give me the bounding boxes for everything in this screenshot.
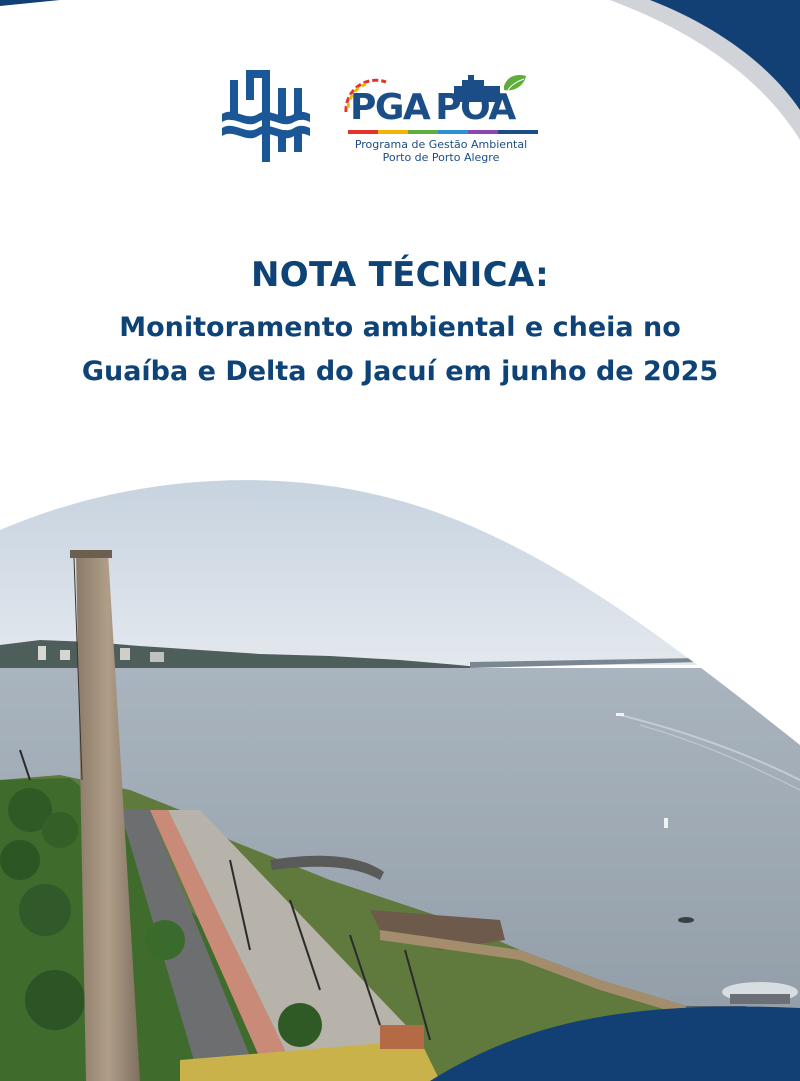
pga-subtitle-line1: Programa de Gestão Ambiental — [354, 138, 528, 151]
pga-brand-wordmark — [350, 87, 515, 128]
aerial-waterfront-photo — [0, 480, 800, 1081]
pga-subtitle — [336, 138, 546, 164]
pga-brand-right: POA — [435, 87, 515, 128]
pga-color-bar — [348, 130, 538, 134]
document-subtitle — [0, 306, 800, 394]
pga-brand-left: PGA — [350, 87, 430, 128]
subtitle-line-2: Guaíba e Delta do Jacuí em junho de 2025 — [81, 356, 719, 387]
dph-logo — [222, 66, 310, 164]
pga-poa-logo — [336, 72, 546, 168]
pga-subtitle-line2: Porto de Porto Alegre — [382, 151, 500, 164]
document-title: NOTA TÉCNICA: — [251, 255, 549, 295]
title-block — [0, 252, 800, 394]
subtitle-line-1: Monitoramento ambiental e cheia no — [119, 312, 681, 343]
